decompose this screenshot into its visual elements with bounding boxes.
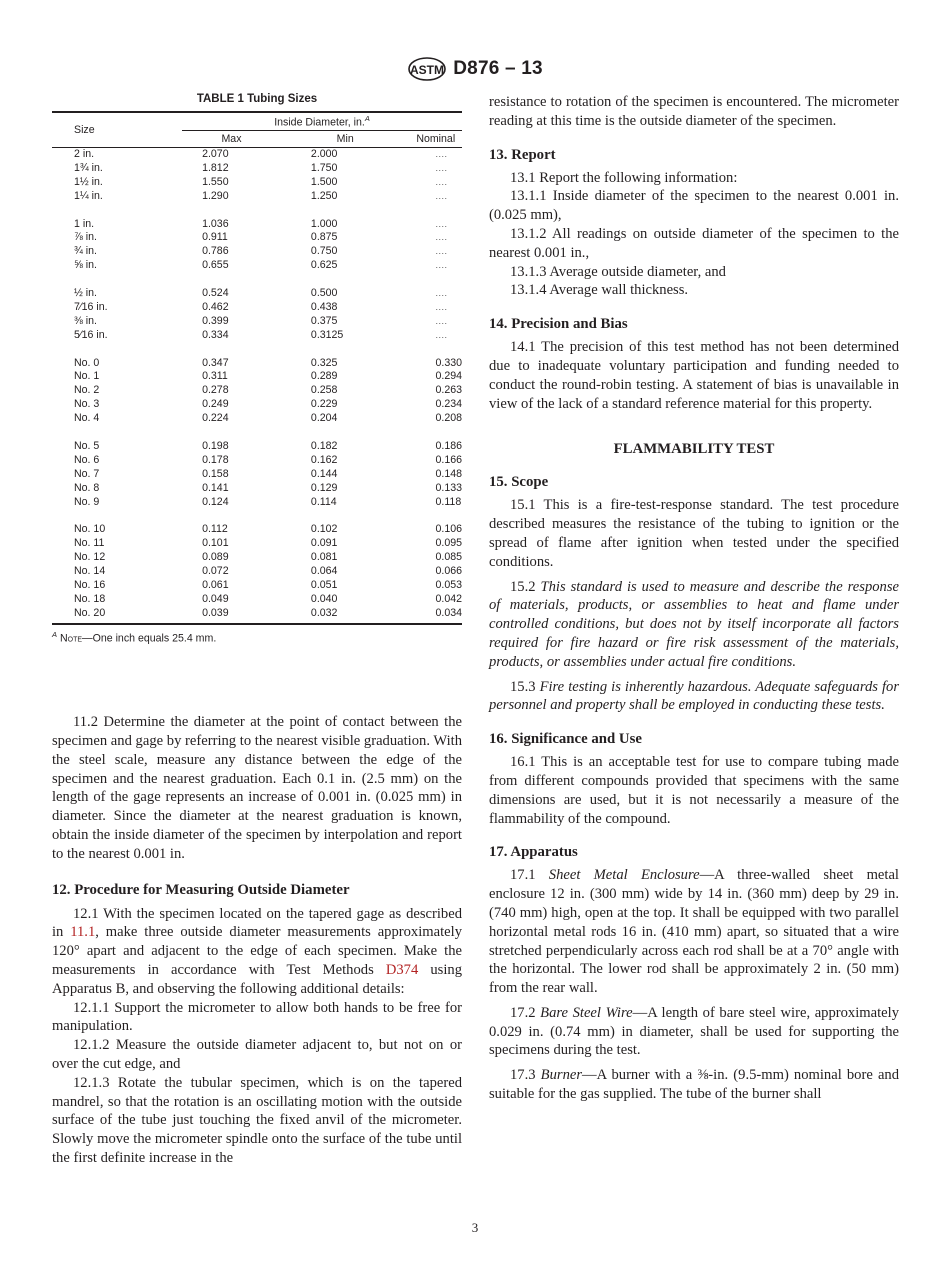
column-header-size: Size <box>52 112 182 148</box>
cell-min: 0.064 <box>310 565 338 578</box>
cell-nominal: .... <box>435 232 448 243</box>
cell-nominal: .... <box>435 260 448 271</box>
astm-logo-icon <box>407 55 447 83</box>
cell-nominal: .... <box>435 288 448 299</box>
cell-nominal: 0.208 <box>435 412 462 425</box>
cell-min: 0.032 <box>281 607 410 624</box>
link-section-11-1[interactable]: 11.1 <box>70 924 96 941</box>
table-row <box>52 301 462 315</box>
cell-size: ⅝ in. <box>74 259 97 272</box>
table-row <box>52 482 462 496</box>
cell-min: 0.040 <box>310 592 338 605</box>
cell-min: 0.144 <box>310 467 338 480</box>
section-heading-13: 13. Report <box>489 146 556 163</box>
column-header-inside-diameter: Inside Diameter, in.$^A$ <box>182 112 462 131</box>
cell-nominal: 0.263 <box>435 384 462 397</box>
cell-nominal: 0.085 <box>435 551 462 564</box>
cell-nominal: 0.330 <box>435 356 462 369</box>
cell-nominal: .... <box>435 246 448 257</box>
cell-nominal: 0.148 <box>435 467 462 480</box>
cell-size: ⅞ in. <box>74 231 97 244</box>
cell-max: 0.112 <box>202 523 228 536</box>
cell-max: 0.141 <box>202 481 229 494</box>
table-row <box>52 565 462 579</box>
cell-nominal: 0.042 <box>435 592 462 605</box>
cell-size: No. 5 <box>74 439 100 452</box>
cell-nominal: .... <box>435 301 448 312</box>
cell-min: 0.289 <box>310 370 338 383</box>
cell-max: 0.911 <box>202 231 228 244</box>
cell-max: 0.061 <box>202 579 229 592</box>
cell-max: 0.786 <box>202 245 229 258</box>
paragraph-13-1-4: 13.1.4 Average wall thickness. <box>510 282 689 299</box>
cell-max: 1.550 <box>202 175 229 188</box>
cell-max: 1.290 <box>202 189 229 202</box>
paragraph-13-1-2: 13.1.2 All readings on outside diameter of the specimen to the nearest 0.001 in., <box>489 225 899 261</box>
cell-max: 0.124 <box>202 495 229 508</box>
cell-min: 0.875 <box>310 231 338 244</box>
cell-min: 0.091 <box>310 537 338 550</box>
cell-size: No. 8 <box>74 481 100 494</box>
document-id: D876 – 13 <box>453 58 543 79</box>
cell-size: 5⁄16 in. <box>74 328 108 341</box>
table-footnote: $^A$ Note—One inch equals 25.4 mm. <box>52 629 217 645</box>
cell-nominal: .... <box>435 176 448 187</box>
paragraph-16-1: 16.1 This is an acceptable test for use to compare tubing made from different compounds provided that specimens with the same dimensions are used, but it is not necessarily a measure of the flammability of the compound. <box>489 754 899 827</box>
cell-min: 1.750 <box>310 161 338 174</box>
section-heading-17: 17. Apparatus <box>489 844 578 861</box>
cell-max: 0.278 <box>202 384 229 397</box>
group-spacer <box>52 343 462 357</box>
cell-size: No. 2 <box>74 384 100 397</box>
table-row <box>52 496 462 510</box>
paragraph-17-3: 17.3 Burner—A burner with a ⅜-in. (9.5-mm) nominal bore and suitable for the gas supplied. The tube of the burner shall <box>489 1067 900 1103</box>
cell-min: 0.051 <box>310 579 338 592</box>
cell-max: 0.039 <box>182 607 281 624</box>
cell-nominal: .... <box>435 218 448 229</box>
paragraph-12-1-2: 12.1.2 Measure the outside diameter adjacent to, but not on or over the cut edge, and <box>52 1037 462 1073</box>
cell-max: 1.036 <box>202 217 229 230</box>
cell-nominal: .... <box>435 162 448 173</box>
cell-max: 0.072 <box>202 565 229 578</box>
cell-max: 0.158 <box>202 467 229 480</box>
cell-max: 0.224 <box>202 412 229 425</box>
cell-min: 0.3125 <box>310 328 344 341</box>
cell-max: 0.049 <box>202 592 229 605</box>
table-row <box>52 287 462 301</box>
cell-size: No. 9 <box>74 495 100 508</box>
group-spacer <box>52 426 462 440</box>
cell-size: 1¾ in. <box>74 161 103 174</box>
cell-size: No. 12 <box>74 551 106 564</box>
cell-max: 0.178 <box>202 453 229 466</box>
table-row <box>52 607 462 624</box>
cell-min: 1.500 <box>310 175 338 188</box>
right-column <box>489 93 899 1104</box>
page-header <box>0 55 950 88</box>
cell-nominal: 0.294 <box>435 370 462 383</box>
section-heading-16: 16. Significance and Use <box>489 731 642 748</box>
table-row <box>52 245 462 259</box>
cell-min: 0.162 <box>310 453 338 466</box>
table-row <box>52 357 462 371</box>
cell-nominal: 0.133 <box>435 481 462 494</box>
cell-size: No. 20 <box>52 607 182 624</box>
cell-max: 0.462 <box>202 300 229 313</box>
cell-nominal: 0.034 <box>409 607 462 624</box>
paragraph-14-1: 14.1 The precision of this test method has not been determined due to inadequate voluntary participation and funding needed to conduct the round-robin testing. A statement of bias is unavailable in view of the lack of a standard reference material for this property. <box>489 339 899 412</box>
cell-max: 0.655 <box>202 259 229 272</box>
cell-size: No. 14 <box>74 565 106 578</box>
table-row <box>52 384 462 398</box>
svg-text:ASTM: ASTM <box>410 63 445 77</box>
cell-size: No. 0 <box>74 356 100 369</box>
cell-max: 1.812 <box>202 161 229 174</box>
table-row <box>52 440 462 454</box>
paragraph-12-1-3: 12.1.3 Rotate the tubular specimen, which is on the tapered mandrel, so that the rotation is an oscillating motion with the outside surface of the tube just touching the fixed anvil of the micrometer. Slowly move the micrometer spindle onto the surface of the tube until the first definite increase in the <box>52 1074 462 1166</box>
cell-min: 0.438 <box>310 300 338 313</box>
cell-max: 0.524 <box>202 287 229 300</box>
cell-size: ⅜ in. <box>74 314 97 327</box>
cell-max: 0.249 <box>202 398 229 411</box>
cell-nominal: .... <box>435 315 448 326</box>
left-column <box>52 93 462 1168</box>
section-heading-12: 12. Procedure for Measuring Outside Diameter <box>52 881 350 898</box>
table-title: TABLE 1 Tubing Sizes <box>196 93 318 105</box>
table-row <box>52 176 462 190</box>
table-row <box>52 523 462 537</box>
cell-size: No. 11 <box>74 537 105 550</box>
table-body <box>52 148 462 624</box>
cell-size: No. 1 <box>74 370 100 383</box>
cell-min: 0.102 <box>310 523 338 536</box>
cell-max: 0.399 <box>202 314 229 327</box>
table-row <box>52 370 462 384</box>
cell-size: No. 10 <box>74 523 106 536</box>
paragraph-15-3: 15.3 Fire testing is inherently hazardous. Adequate safeguards for personnel and property shall be employed in conducting these tests. <box>489 678 899 714</box>
table-row <box>52 218 462 232</box>
cell-size: 2 in. <box>74 148 95 160</box>
cell-size: 7⁄16 in. <box>74 300 108 313</box>
cell-max: 0.347 <box>202 356 229 369</box>
cell-max: 0.198 <box>202 439 229 452</box>
table-row <box>52 593 462 607</box>
paragraph-12-1-1: 12.1.1 Support the micrometer to allow both hands to be free for manipulation. <box>52 999 462 1035</box>
cell-min: 0.258 <box>310 384 338 397</box>
cell-min: 0.500 <box>310 287 338 300</box>
cell-max: 0.311 <box>202 370 228 383</box>
cell-min: 0.750 <box>310 245 338 258</box>
table-row <box>52 259 462 273</box>
paragraph-15-2: 15.2 This standard is used to measure and describe the response of materials, products, or assemblies to heat and flame under controlled conditions, but does not by itself incorporate all factors required for fire hazard or fire risk assessment of the materials, products, or assemblies under actual fire conditions. <box>489 578 899 670</box>
cell-size: No. 16 <box>74 579 106 592</box>
section-heading-14: 14. Precision and Bias <box>489 316 628 333</box>
page-number: 3 <box>471 1220 479 1235</box>
cell-size: 1¼ in. <box>74 189 103 202</box>
cell-min: 0.375 <box>310 314 338 327</box>
column-header-nominal: Nominal <box>409 131 462 148</box>
paragraph-15-1: 15.1 This is a fire-test-response standard. The test procedure described measures the resistance of the tubing to ignition or the spread of flame after ignition when tested under the specified conditions. <box>489 497 899 570</box>
paragraph-11-2: 11.2 Determine the diameter at the point of contact between the specimen and gage by referring to the nearest visible graduation. With the steel scale, measure any distance between the edge of the specimen and the nearest graduation. Each 0.1 in. (2.5 mm) on the length of the gage represents an increase of 0.001 in. (0.025 mm) in diameter. Since the diameter at the nearest graduation is known, obtain the inside diameter of the specimen by interpolation and report to the nearest 0.001 in. <box>52 714 462 862</box>
cell-nominal: 0.234 <box>435 398 462 411</box>
cell-min: 1.250 <box>310 189 338 202</box>
cell-nominal: 0.186 <box>435 439 462 452</box>
cell-min: 0.182 <box>310 439 338 452</box>
cell-nominal: 0.053 <box>435 579 462 592</box>
cell-min: 0.625 <box>310 259 338 272</box>
cell-size: No. 3 <box>74 398 100 411</box>
tubing-sizes-table <box>52 111 462 625</box>
paragraph-13-1: 13.1 Report the following information: <box>510 169 738 186</box>
table-row <box>52 468 462 482</box>
group-spacer <box>52 204 462 218</box>
group-spacer <box>52 510 462 524</box>
column-header-min: Min <box>281 131 410 148</box>
cell-min: 0.229 <box>310 398 338 411</box>
paragraph-continued: resistance to rotation of the specimen is encountered. The micrometer reading at this time is the outside diameter of the specimen. <box>489 94 899 129</box>
section-heading-15: 15. Scope <box>489 474 549 491</box>
cell-nominal: 0.166 <box>435 453 462 466</box>
cell-size: 1½ in. <box>74 175 103 188</box>
table-row <box>52 412 462 426</box>
table-row <box>52 190 462 204</box>
cell-min: 1.000 <box>310 217 338 230</box>
table-row <box>52 398 462 412</box>
group-spacer <box>52 273 462 287</box>
column-header-max: Max <box>182 131 281 148</box>
table-row <box>52 315 462 329</box>
cell-max: 0.101 <box>202 537 229 550</box>
cell-max: 0.334 <box>202 328 229 341</box>
table-row <box>52 329 462 343</box>
table-row <box>52 231 462 245</box>
cell-min: 0.114 <box>310 495 337 508</box>
cell-nominal: .... <box>435 190 448 201</box>
paragraph-12-1: 12.1 With the specimen located on the tapered gage as described in 11.1, make three outside diameter measurements approximately 120° apart and adjacent to the edge of each specimen. Make the measurements in accordance with Test Methods D374 using Apparatus B, and observing the following additional details: <box>52 905 462 997</box>
cell-size: ¾ in. <box>74 245 97 258</box>
cell-max: 2.070 <box>202 148 229 160</box>
cell-size: No. 18 <box>74 592 106 605</box>
cell-min: 0.204 <box>310 412 338 425</box>
table-row <box>52 537 462 551</box>
cell-nominal: 0.118 <box>435 495 462 508</box>
paragraph-13-1-3: 13.1.3 Average outside diameter, and <box>510 263 726 280</box>
cell-nominal: .... <box>435 149 448 159</box>
cell-max: 0.089 <box>202 551 229 564</box>
paragraph-17-2: 17.2 Bare Steel Wire—A length of bare steel wire, approximately 0.029 in. (0.74 mm) in diameter, shall be used for supporting the specimens during the test. <box>489 1004 899 1059</box>
paragraph-17-1: 17.1 Sheet Metal Enclosure—A three-walled sheet metal enclosure 12 in. (300 mm) wide by 14 in. (360 mm) deep by 29 in. (740 mm) high, open at the top. It shall be equipped with two parallel horizontal metal rods 16 in. (410 mm) apart, so situated that a wire stretched perpendicularly across each rod shall be at a 70° angle with the horizontal. The lower rod shall be approximately 2 in. (50 mm) from the rear wall. <box>489 867 899 997</box>
cell-size: No. 6 <box>74 453 100 466</box>
cell-nominal: 0.106 <box>435 523 462 536</box>
cell-size: 1 in. <box>74 217 95 230</box>
paragraph-13-1-1: 13.1.1 Inside diameter of the specimen to the nearest 0.001 in. (0.025 mm), <box>489 188 899 224</box>
table-row <box>52 454 462 468</box>
cell-nominal: .... <box>435 329 448 340</box>
table-row <box>52 148 462 162</box>
cell-size: No. 7 <box>74 467 100 480</box>
flammability-test-heading: FLAMMABILITY TEST <box>613 441 775 458</box>
cell-size: ½ in. <box>74 287 97 300</box>
table-row <box>52 579 462 593</box>
cell-min: 2.000 <box>310 148 338 160</box>
table-row <box>52 162 462 176</box>
link-d374[interactable]: D374 <box>385 962 419 979</box>
cell-min: 0.081 <box>310 551 338 564</box>
cell-min: 0.325 <box>310 356 338 369</box>
cell-nominal: 0.095 <box>435 537 462 550</box>
cell-nominal: 0.066 <box>435 565 462 578</box>
table-row <box>52 551 462 565</box>
cell-min: 0.129 <box>310 481 338 494</box>
cell-size: No. 4 <box>74 412 100 425</box>
